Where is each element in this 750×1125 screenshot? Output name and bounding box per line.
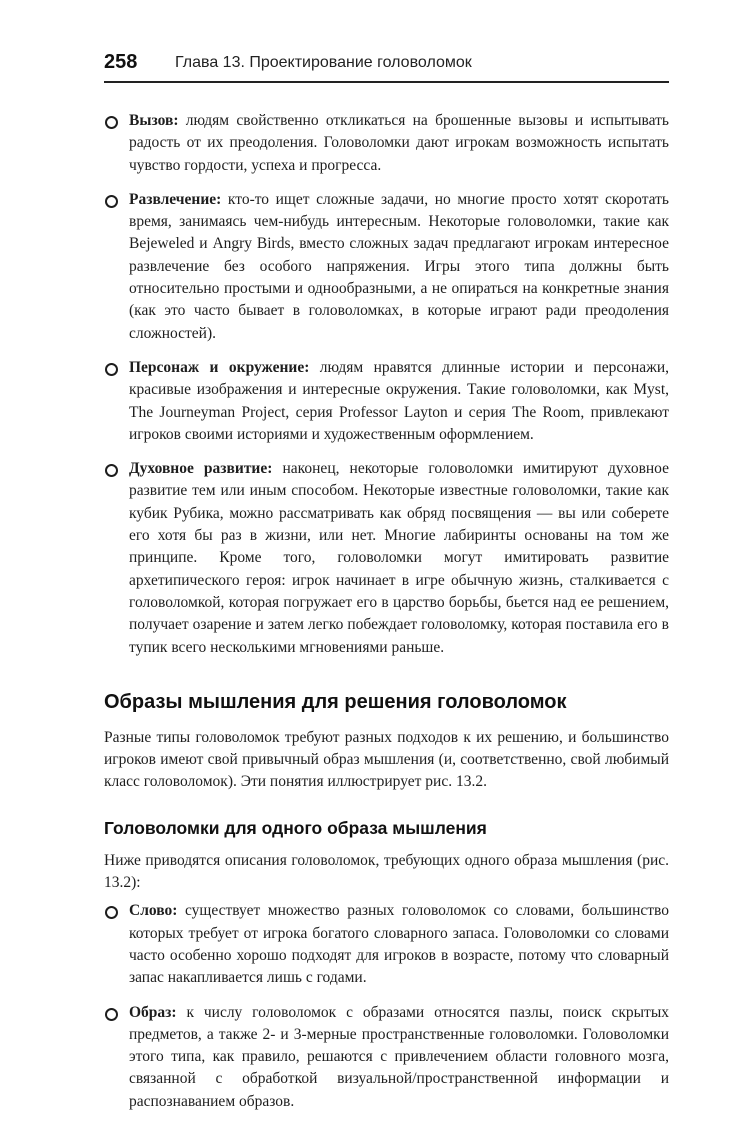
circle-bullet-icon (105, 363, 118, 376)
circle-bullet-icon (105, 116, 118, 129)
circle-bullet-icon (105, 195, 118, 208)
term: Персонаж и окружение: (129, 358, 310, 376)
section-intro: Разные типы головоломок требуют разных подходов к их решению, и большинство игроков имеют свой привычный образ мышления (и, соответственно, свой любимый класс головоломок). Эти понятия иллюстрирует рис. 13.2. (104, 728, 669, 791)
subsection-intro: Ниже приводятся описания головоломок, требующих одного образа мышления (рис. 13.2): (104, 851, 669, 892)
term: Слово: (129, 902, 178, 920)
subsection-heading: Головоломки для одного образа мышления (104, 817, 487, 838)
header-rule (104, 81, 669, 83)
list-item-spiritual-growth (104, 458, 669, 659)
list-item-text: людям нравятся длинные истории и персонажи, красивые изображения и интересные окружения. Такие головоломки, как Myst, The Journeyman Project, серия Professor Layton и серия The Room, привлекают игроков своими историями и художественным оформлением. (129, 358, 670, 443)
term: Образ: (129, 1003, 177, 1021)
term: Духовное развитие: (129, 460, 273, 478)
section-heading: Образы мышления для решения головоломок (104, 690, 567, 713)
circle-bullet-icon (105, 906, 118, 919)
running-head: Глава 13. Проектирование головоломок (175, 54, 472, 71)
term: Развлечение: (129, 190, 222, 208)
circle-bullet-icon (105, 1008, 118, 1021)
list-item-text: существует множество разных головоломок со словами, большинство которых требует от игрока богатого словарного запаса. Головоломки со словами часто особенно хорошо подходят для игроков в возрасте, потому что словарный запас накапливается лишь с годами. (129, 902, 669, 987)
list-item-text: наконец, некоторые головоломки имитируют духовное развитие тем или иным способом. Некоторые известные головоломки, такие как кубик Рубика, можно рассматривать как обряд посвящения — вы или соберете его хотя бы раз в жизни, или нет. Многие лабиринты основаны на том же принципе. Кроме того, головоломки могут имитировать развитие архетипического героя: игрок начинает в игре обычную жизнь, сталкивается с головоломкой, которая погружает его в царство борьбы, бьется над ее решением, получает озарение и затем легко побеждает головоломку, которая поставила его в тупик всего несколькими мгновениями раньше. (129, 460, 669, 656)
list-item-character-environment (104, 357, 669, 446)
page-header (104, 50, 669, 84)
page-content (104, 110, 669, 1125)
list-item-text: к числу головоломок с образами относятся пазлы, поиск скрытых предметов, а также 2- и 3-мерные пространственные головоломки. Головоломки этого типа, как правило, решаются с привлечением области головного мозга, связанной с обработкой визуальной/пространственной информации и распознаванием образов. (129, 1003, 669, 1110)
circle-bullet-icon (105, 464, 118, 477)
list-item-text: кто-то ищет сложные задачи, но многие просто хотят скоротать время, занимаясь чем-нибудь интересным. Некоторые головоломки, такие как Bejeweled и Angry Birds, вместо сложных задач предлагают игрокам интересное развлечение без особого напряжения. Игры этого типа должны быть относительно простыми и однообразными, а не опираться на конкретные знания (как это часто бывает в головоломках, в которые играют ради преодоления сложностей). (129, 190, 669, 342)
list-item-image (104, 1002, 669, 1113)
list-item-text: людям свойственно откликаться на брошенные вызовы и испытывать радость от их преодоления. Головоломки дают игрокам возможность испытать чувство гордости, успеха и прогресса. (129, 112, 669, 174)
list-item-word (104, 900, 669, 989)
page-number: 258 (104, 51, 138, 73)
list-item-challenge (104, 110, 669, 177)
list-item-entertainment (104, 189, 669, 345)
term: Вызов: (129, 112, 179, 129)
